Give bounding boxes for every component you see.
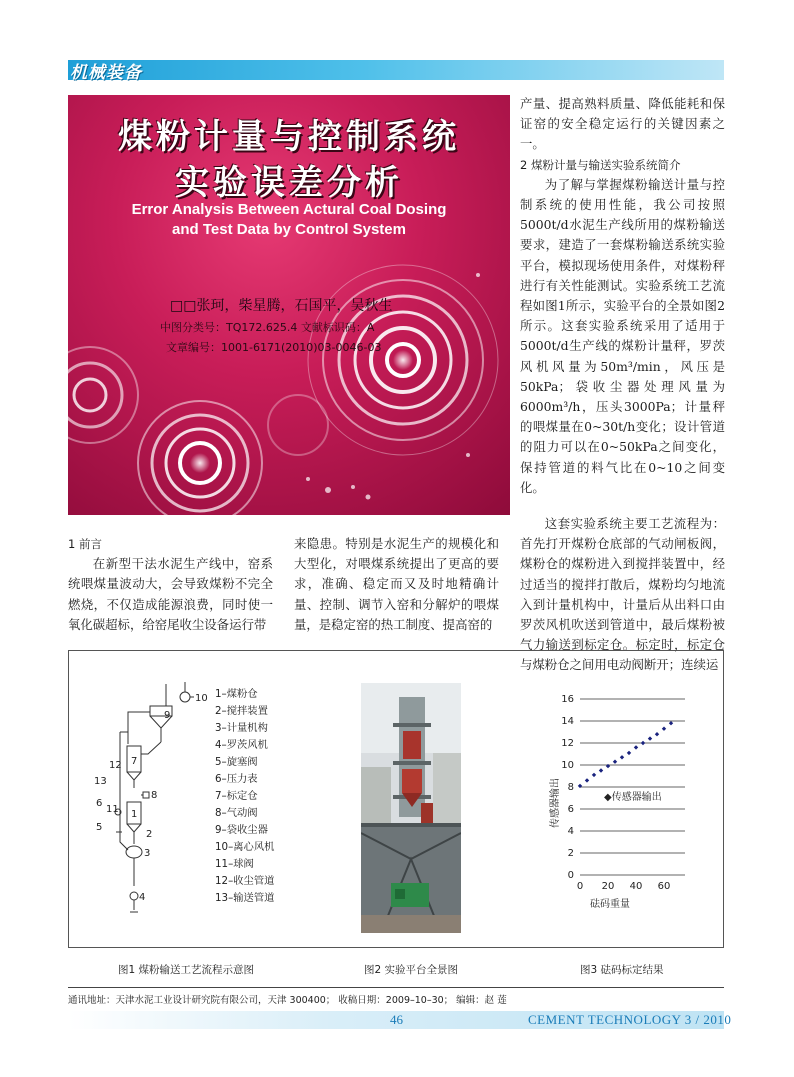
english-title-line-2: and Test Data by Control System [172,221,406,238]
chart-legend: ◆传感器输出 [604,792,662,803]
paragraph: 这套实验系统主要工艺流程为：首先打开煤粉仓底部的气动闸板阀，煤粉仓的煤粉进入到搅拌装置中，经过适当的搅拌打散后，煤粉均匀地流入到计量机构中，计量后从出料口由罗茨风机吹送到管道中，最后煤粉被气力输送到标定仓。标定时，标定仓与煤粉仓之间用电动阀断开；连续运 [520,516,725,673]
paragraph: 在新型干法水泥生产线中，窑系统喂煤量波动大，会导致煤粉不完全燃烧，不仅造成能源浪费，同时使一氧化碳超标，给窑尾收尘设备运行带 [68,556,273,632]
header-band [68,60,724,80]
legend-item: 10–离心风机 [215,841,275,853]
data-point [585,778,589,782]
legend-item: 6–压力表 [215,773,258,785]
legend-item: 1–煤粉仓 [215,688,258,700]
paragraph: 为了解与掌握煤粉输送计量与控制系统的使用性能，我公司按照5000t/d水泥生产线所用的煤粉输送要求，建造了一套煤粉输送系统实验平台，模拟现场使用条件，对煤粉秤进行有关性能测试。实验系统工艺流程如图1所示，实验平台的全景如图2所示。这套实验系统采用了适用于5000t/d生产线的煤粉计量秤，罗茨风机风量为50m³/min，风压是50kPa；袋收尘器处理风量为6000m³/h，压头3000Pa；计量秤的喂煤量在0~30t/h变化；设计管道的阻力可以在0~50kPa之间变化，保持管道的料气比在0~10之间变化。 [520,176,725,495]
x-tick-label: 40 [629,881,643,892]
chart-grid [580,699,685,875]
x-tick-label: 60 [657,881,671,892]
body-column-right-top [520,94,725,498]
x-axis-label: 砝码重量 [590,899,630,910]
process-flow-diagram [88,672,213,922]
legend-item: 7–标定仓 [215,790,258,802]
callout-2: 2 [146,829,153,840]
callout-1: 1 [131,809,138,820]
data-point [655,732,659,736]
footer-rule [68,987,724,988]
data-point [662,727,666,731]
data-point [669,721,673,725]
figure-1-caption: 图1 煤粉输送工艺流程示意图 [118,964,255,976]
data-point [641,741,645,745]
y-tick-label: 6 [567,804,574,815]
section-label: 机械装备 [70,63,142,83]
body-column-2 [294,534,499,635]
article-number: 文章编号：1001-6171(2010)03-0046-03 [166,341,382,354]
callout-3: 3 [144,848,151,859]
title-line-2: 实验误差分析 [175,163,403,203]
legend-item: 4–罗茨风机 [215,739,268,751]
x-tick-label: 0 [576,881,584,892]
legend-item: 12–收尘管道 [215,875,275,887]
callout-8: 8 [151,790,158,801]
callout-12: 12 [109,760,122,771]
authors: □□张珂，柴星腾，石国平，吴秋生 [170,298,393,314]
correspondence-address: 通讯地址：天津水泥工业设计研究院有限公司，天津 300400； 收稿日期：2009–10–30； 编辑：赵 莲 [68,995,507,1006]
data-point [627,751,631,755]
x-tick-label: 20 [601,881,615,892]
y-tick-label: 14 [561,716,574,727]
callout-13: 13 [94,776,107,787]
data-point [648,736,652,740]
legend-item: 2–搅拌装置 [215,705,268,717]
platform-photo [361,683,461,933]
figure-2-caption: 图2 实验平台全景图 [364,964,459,976]
data-point [634,745,638,749]
title-banner [68,95,510,515]
y-tick-label: 2 [567,848,574,859]
journal-name: CEMENT TECHNOLOGY 3 / 2010 [528,1012,732,1027]
english-title-line-1: Error Analysis Between Actural Coal Dosing [131,201,447,218]
callout-6: 6 [96,798,103,809]
section-heading: 2 煤粉计量与输送实验系统简介 [520,157,681,172]
legend-item: 9–袋收尘器 [215,824,268,836]
legend-item: 3–计量机构 [215,722,268,734]
callout-4: 4 [139,892,146,903]
title-line-1: 煤粉计量与控制系统 [118,117,460,157]
data-point [578,784,582,788]
classification-line: 中图分类号：TQ172.625.4 文献标识码：A [160,321,375,334]
callout-10: 10 [195,693,208,704]
legend-item: 5–旋塞阀 [215,756,258,768]
paragraph: 来隐患。特别是水泥生产的规模化和大型化，对喂煤系统提出了更高的要求，准确、稳定而又及时地精确计量、控制、调节入窑和分解炉的喂煤量，是稳定窑的热工制度、提高窑的 [294,536,499,632]
legend-item: 11–球阀 [215,858,254,870]
data-point [592,773,596,777]
calibration-chart [540,685,690,915]
data-point [606,764,610,768]
y-tick-label: 4 [567,826,574,837]
data-point [613,760,617,764]
callout-9: 9 [164,710,171,721]
data-point [620,755,624,759]
diagram-legend [215,686,274,907]
section-heading: 1 前言 [68,537,102,551]
paragraph: 产量、提高熟料质量、降低能耗和保证窑的安全稳定运行的关键因素之一。 [520,96,725,152]
y-tick-label: 16 [561,694,574,705]
figure-3-caption: 图3 砝码标定结果 [580,964,664,976]
data-point [599,768,603,772]
y-axis-label: 传感器输出 [550,778,561,828]
body-column-1 [68,534,273,635]
legend-item: 8–气动阀 [215,807,258,819]
y-tick-label: 12 [561,738,574,749]
callout-11: 11 [106,804,119,815]
callout-5: 5 [96,822,103,833]
y-tick-label: 0 [567,870,574,881]
legend-item: 13–输送管道 [215,892,275,904]
callout-7: 7 [131,756,138,767]
y-tick-label: 10 [561,760,574,771]
page-number: 46 [390,1012,403,1027]
y-tick-label: 8 [567,782,574,793]
